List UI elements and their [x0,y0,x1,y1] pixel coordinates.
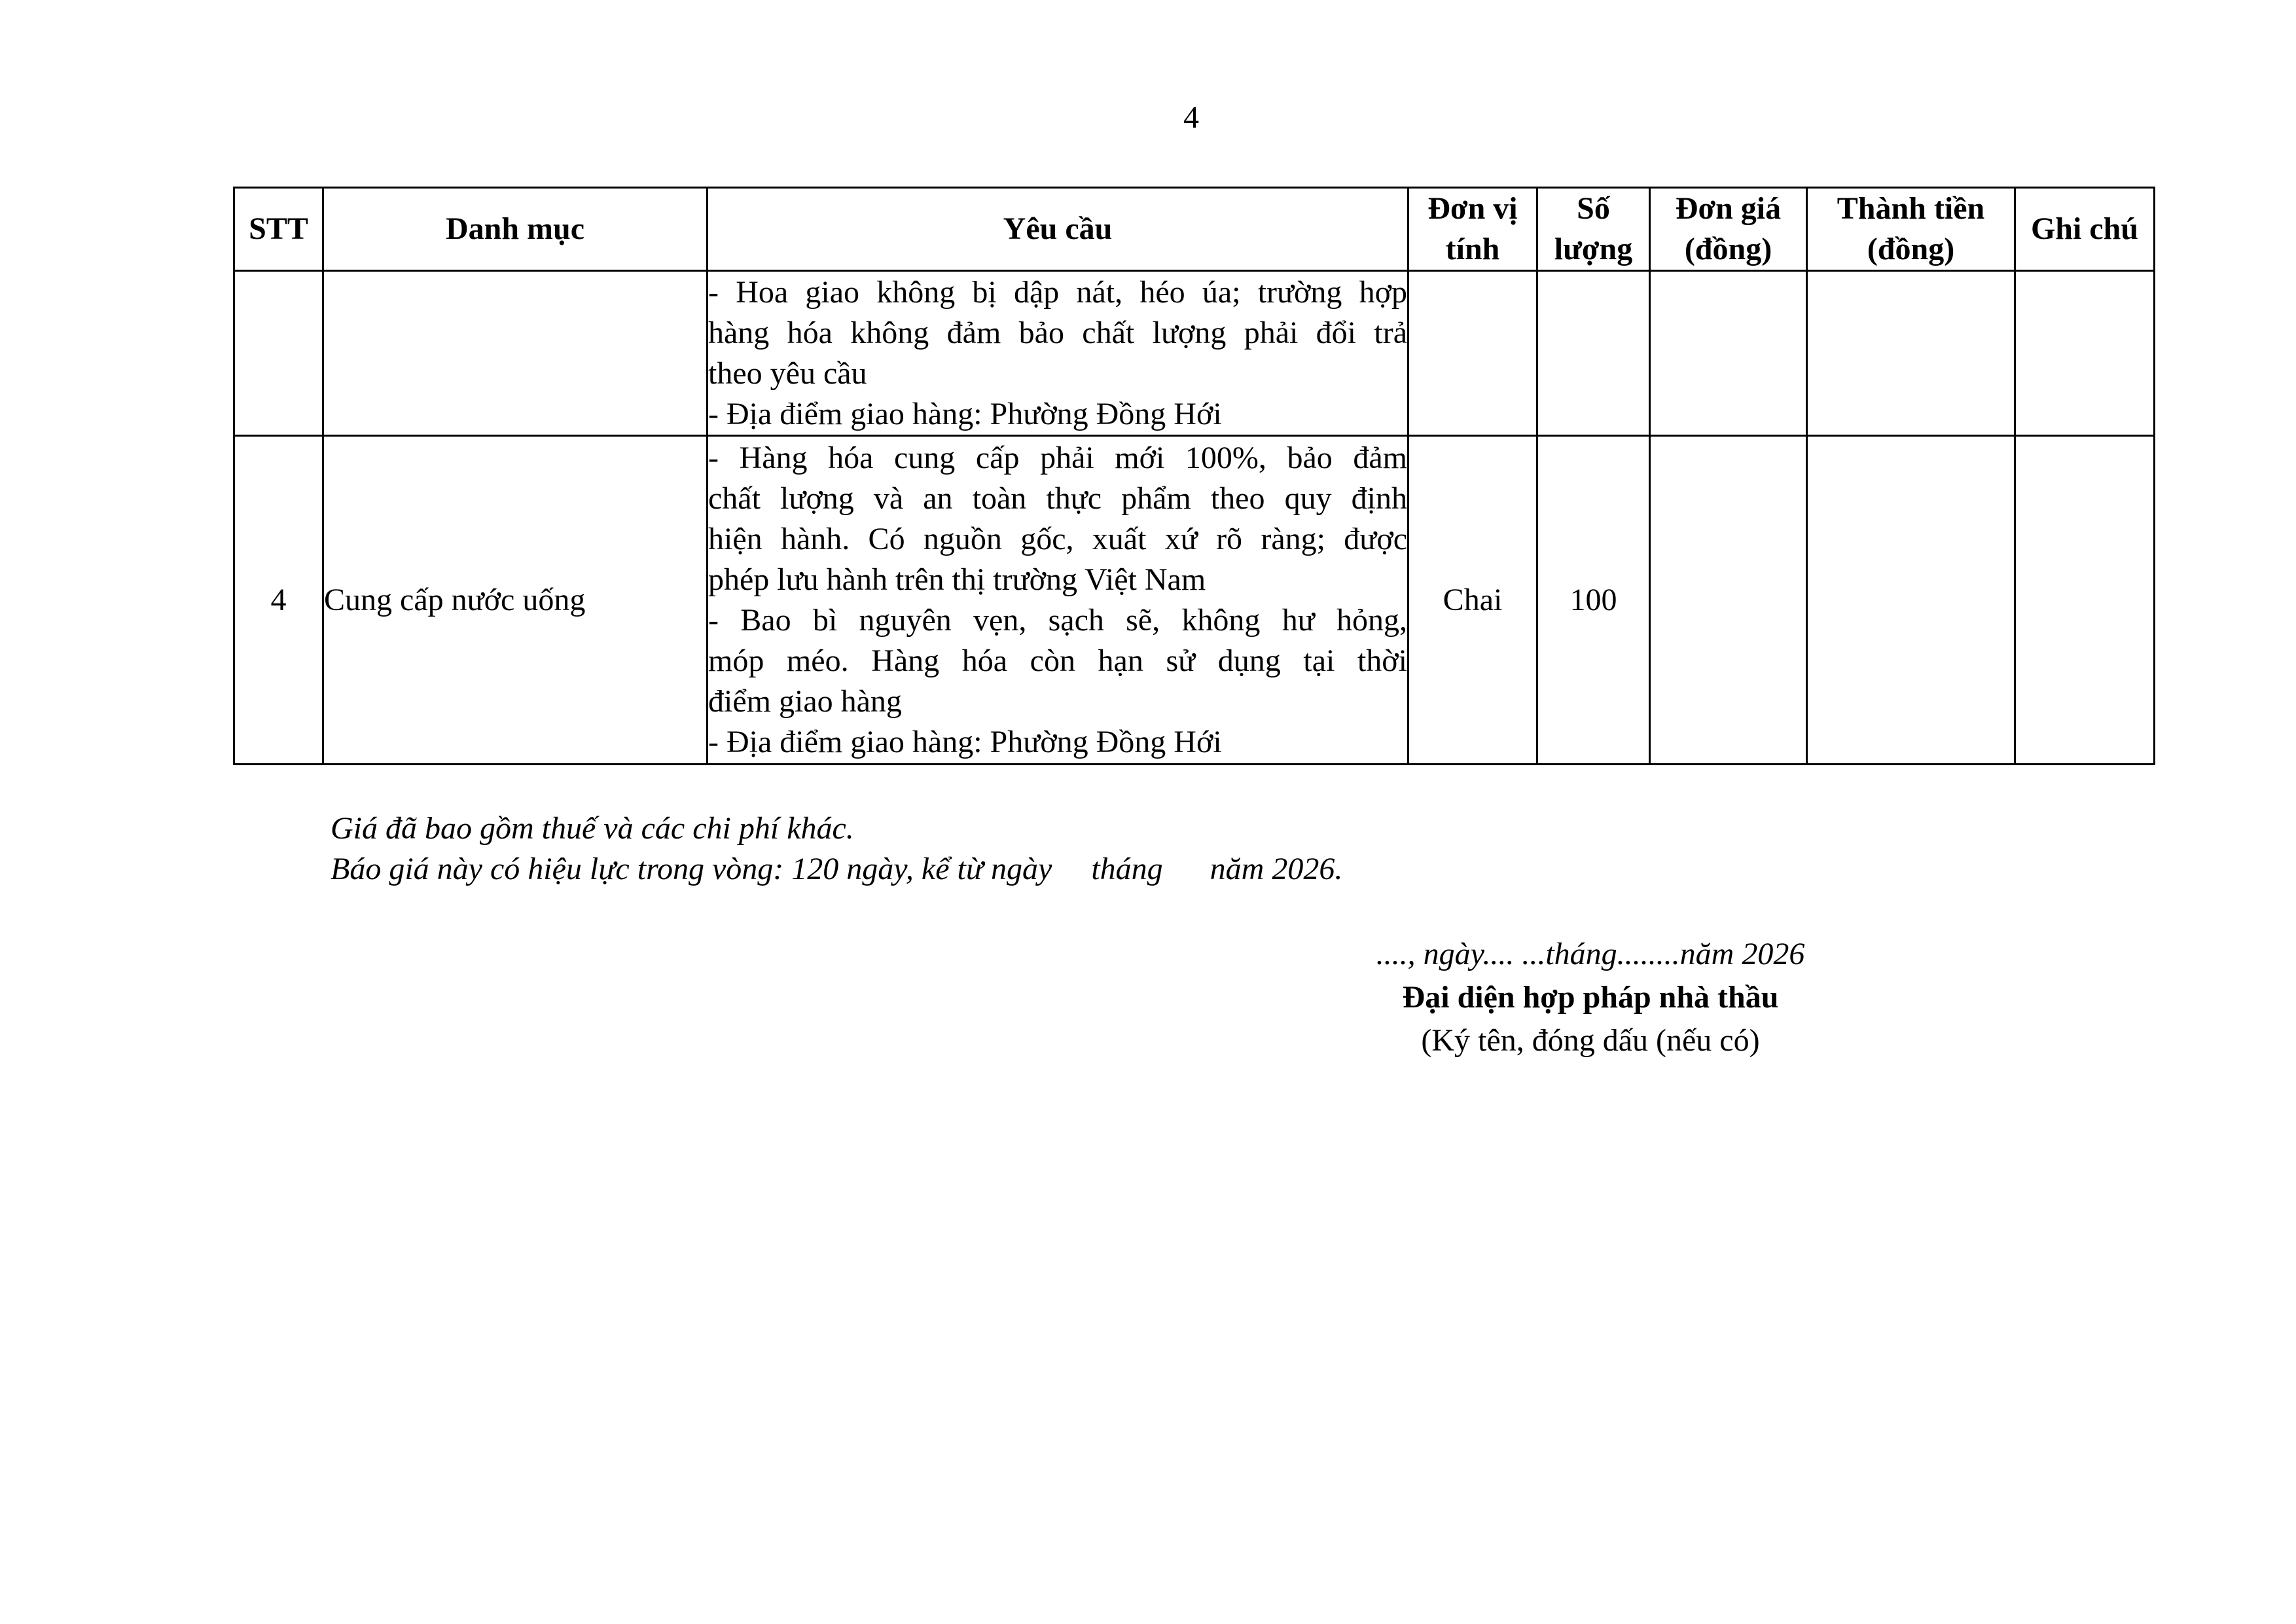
cell-stt [234,271,323,436]
header-unit-line2: tính [1445,232,1500,266]
cell-quantity [1537,271,1650,436]
requirement-line: - Địa điểm giao hàng: Phường Đồng Hới [708,724,1222,759]
header-total-line1: Thành tiền [1837,191,1985,226]
header-unit-price-line1: Đơn giá [1675,191,1782,226]
signature-title: Đại diện hợp pháp nhà thầu [1402,980,1779,1015]
header-notes: Ghi chú [2015,188,2155,271]
requirement-line: - Hoa giao không bị dập nát, héo úa; trường hợp [708,274,1407,310]
requirement-line: theo yêu cầu [708,355,867,391]
header-category: Danh mục [323,188,708,271]
requirement-line: hàng hóa không đảm bảo chất lượng phải đổi trả [708,315,1407,350]
cell-total [1807,436,2015,765]
cell-total [1807,271,2015,436]
cell-unit [1408,271,1537,436]
page-number: 4 [1183,100,1199,135]
cell-category: Cung cấp nước uống [323,436,708,765]
table-header-row [234,188,2155,271]
header-total-line2: (đồng) [1867,232,1955,266]
header-stt: STT [234,188,323,271]
cell-unit-price [1650,436,1807,765]
cell-stt: 4 [234,436,323,765]
requirement-line: phép lưu hành trên thị trường Việt Nam [708,562,1206,597]
table-row [234,436,2155,765]
header-total [1807,188,2015,271]
header-unit [1408,188,1537,271]
header-quantity-line1: Số [1577,191,1610,226]
header-quantity-line2: lượng [1554,232,1633,266]
header-unit-price-line2: (đồng) [1684,232,1772,266]
cell-unit-price [1650,271,1807,436]
cell-notes [2015,436,2155,765]
requirement-line: - Bao bì nguyên vẹn, sạch sẽ, không hư hỏng, [708,602,1407,638]
signature-date-line: ...., ngày.... ...tháng........năm 2026 [1376,937,1805,971]
cell-requirements [708,436,1408,765]
header-unit-line1: Đơn vị [1427,191,1518,226]
validity-note: Báo giá này có hiệu lực trong vòng: 120 ngày, kể từ ngày tháng năm 2026. [331,852,1343,886]
header-requirements: Yêu cầu [708,188,1408,271]
header-unit-price [1650,188,1807,271]
tax-note: Giá đã bao gồm thuế và các chi phí khác. [331,811,854,846]
requirement-line: chất lượng và an toàn thực phẩm theo quy định [708,480,1407,516]
cell-unit: Chai [1408,436,1537,765]
cell-notes [2015,271,2155,436]
cell-quantity: 100 [1537,436,1650,765]
header-quantity [1537,188,1650,271]
requirement-line: móp méo. Hàng hóa còn hạn sử dụng tại thời [708,643,1407,678]
requirement-line: điểm giao hàng [708,683,902,719]
cell-category [323,271,708,436]
requirement-line: hiện hành. Có nguồn gốc, xuất xứ rõ ràng; được [708,521,1407,556]
signature-instruction: (Ký tên, đóng dấu (nếu có) [1421,1023,1760,1058]
requirement-line: - Hàng hóa cung cấp phải mới 100%, bảo đảm [708,440,1407,475]
table-row [234,271,2155,436]
quotation-table [233,187,2155,765]
requirement-line: - Địa điểm giao hàng: Phường Đồng Hới [708,396,1222,431]
price-notes [331,808,1342,890]
signature-block [1283,933,1898,1062]
cell-requirements [708,271,1408,436]
